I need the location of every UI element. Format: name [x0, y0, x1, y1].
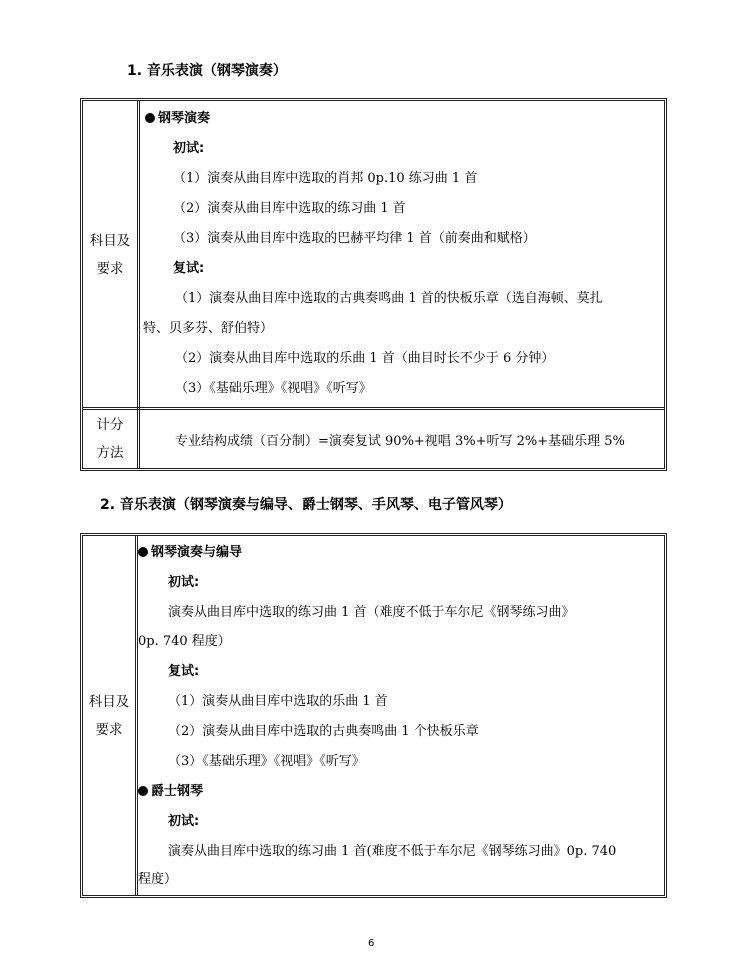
prelim-label: 初试: — [173, 141, 205, 156]
prelim-line-2: 0p. 740 程度） — [138, 634, 231, 649]
retest-item-2: （2）演奏从曲目库中选取的乐曲 1 首（曲目时长不少于 6 分钟） — [175, 351, 555, 366]
section2-table — [80, 533, 667, 898]
retest-item-3: （3）《基础乐理》《视唱》《听写》 — [168, 754, 365, 769]
retest-label: 复试: — [173, 261, 205, 276]
bullet-icon — [138, 547, 148, 557]
section2-heading: 2. 音乐表演（钢琴演奏与编导、爵士钢琴、手风琴、电子管风琴） — [100, 497, 512, 513]
jazz-piano-title: 爵士钢琴 — [138, 782, 203, 802]
scoring-text: 专业结构成绩（百分制）=演奏复试 90%+视唱 3%+听写 2%+基础乐理 5% — [175, 434, 625, 449]
prelim-item-3: （3）演奏从曲目库中选取的巴赫平均律 1 首（前奏曲和赋格） — [173, 231, 536, 246]
subject-label: 科目及 要求 — [89, 233, 131, 277]
section1-heading: 1. 音乐表演（钢琴演奏） — [127, 63, 287, 79]
prelim-line-1: 演奏从曲目库中选取的练习曲 1 首（难度不低于车尔尼《钢琴练习曲》 — [168, 605, 575, 620]
retest-label: 复试: — [168, 664, 200, 679]
piano-title: 钢琴演奏 — [145, 109, 210, 129]
section1-table — [80, 98, 667, 471]
jazz-prelim-line-1: 演奏从曲目库中选取的练习曲 1 首(难度不低于车尔尼《钢琴练习曲》0p. 740 — [168, 844, 617, 859]
bullet-icon — [145, 113, 155, 123]
retest-item-1-line1: （1）演奏从曲目库中选取的古典奏鸣曲 1 首的快板乐章（选自海顿、莫扎 — [175, 291, 603, 306]
subject-label: 科目及 要求 — [88, 694, 130, 738]
prelim-label: 初试: — [168, 575, 200, 590]
retest-item-1: （1）演奏从曲目库中选取的乐曲 1 首 — [168, 694, 388, 709]
scoring-label: 计分 方法 — [96, 417, 124, 461]
jazz-prelim-line-2: 程度） — [138, 872, 178, 887]
retest-item-3: （3）《基础乐理》《视唱》《听写》 — [175, 381, 372, 396]
piano-direction-title: 钢琴演奏与编导 — [138, 543, 242, 563]
jazz-prelim-label: 初试: — [168, 814, 200, 829]
retest-item-1-line2: 特、贝多芬、舒伯特） — [143, 321, 274, 336]
prelim-item-1: （1）演奏从曲目库中选取的肖邦 0p.10 练习曲 1 首 — [173, 171, 478, 186]
bullet-icon — [138, 786, 148, 796]
prelim-item-2: （2）演奏从曲目库中选取的练习曲 1 首 — [173, 201, 406, 216]
page-number: 6 — [368, 938, 375, 949]
retest-item-2: （2）演奏从曲目库中选取的古典奏鸣曲 1 个快板乐章 — [168, 724, 479, 739]
